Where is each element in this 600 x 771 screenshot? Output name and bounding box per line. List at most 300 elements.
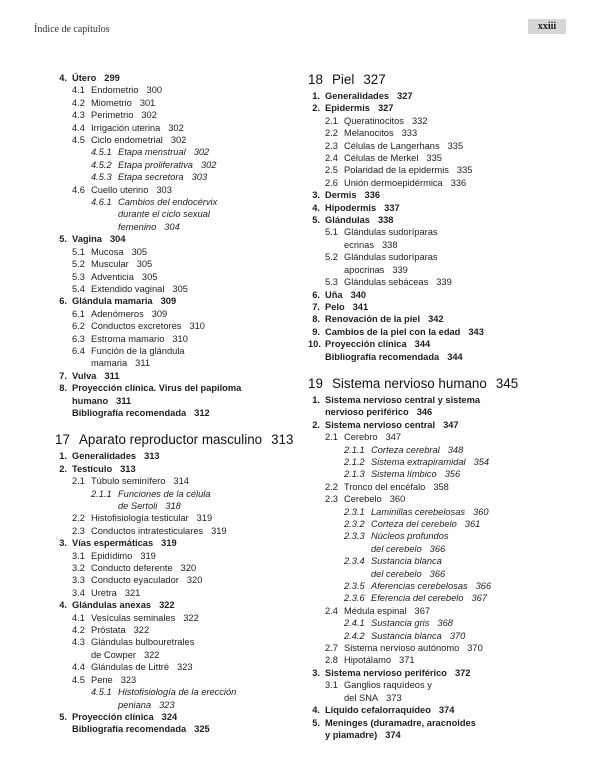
entry-page: 366: [429, 543, 446, 554]
entry-page: 302: [170, 135, 187, 146]
entry-title: [91, 283, 297, 295]
entry-line: Generalidades 313: [72, 451, 160, 462]
entry-number: 4.1: [72, 612, 85, 623]
toc-entry: [308, 717, 568, 742]
entry-number: 5.3: [72, 271, 85, 282]
entry-line: Adventicia 305: [91, 271, 158, 282]
entry-page: 303: [191, 172, 208, 183]
chapter-page: 327: [363, 72, 386, 87]
entry-line: Tronco del encéfalo 358: [344, 481, 449, 492]
running-header: Índice de capítulos: [34, 24, 110, 35]
entry-title: [72, 537, 297, 549]
entry-page: 301: [139, 97, 156, 108]
entry-page: 303: [156, 184, 172, 195]
entry-page: 336: [450, 177, 467, 188]
entry-title: [325, 189, 568, 201]
entry-title: [344, 251, 568, 276]
entry-line: Glándulas sudoríparas: [344, 227, 438, 238]
entry-number: 2.1.3: [344, 469, 365, 480]
toc-entry: [55, 407, 297, 419]
entry-number: 6.: [312, 289, 320, 300]
toc-entry: [308, 506, 568, 518]
entry-page: 336: [364, 190, 381, 201]
entry-number: 3.2: [72, 563, 85, 574]
entry-number: 4.1: [72, 85, 85, 96]
entry-title: [91, 84, 297, 96]
entry-page: 311: [116, 395, 132, 406]
chapter-heading: [308, 72, 568, 88]
entry-line: Pene 323: [91, 674, 137, 685]
entry-number: 2.3: [72, 525, 85, 536]
entry-title: [325, 667, 568, 679]
entry-page: 305: [131, 246, 148, 257]
entry-number: 6.1: [72, 308, 85, 319]
entry-number: 4.2: [72, 625, 85, 636]
entry-page: 305: [141, 271, 158, 282]
entry-page: 302: [200, 159, 217, 170]
entry-line: Útero 299: [72, 73, 120, 83]
toc-entry: [308, 605, 568, 617]
entry-title: [344, 164, 568, 176]
entry-title: [72, 711, 297, 723]
entry-number: 3.: [312, 190, 320, 201]
entry-number: 6.3: [72, 333, 85, 344]
entry-line: Queratinocitos 332: [344, 115, 428, 126]
entry-title: [371, 518, 568, 530]
entry-line: Etapa secretora 303: [118, 172, 208, 183]
entry-line: Histofisiología testicular 319: [91, 513, 213, 524]
entry-title: [325, 102, 568, 114]
toc-entry: [55, 84, 297, 96]
entry-page: 335: [456, 165, 473, 176]
entry-title: [91, 525, 297, 537]
entry-page: 339: [392, 264, 408, 275]
entry-number: 2.5: [325, 165, 338, 176]
entry-line: femenino 304: [118, 221, 180, 232]
entry-number: 4.6: [72, 184, 85, 195]
entry-page: 360: [389, 494, 406, 505]
entry-line: Conducto deferente 320: [91, 563, 197, 574]
toc-entry: [308, 289, 568, 301]
entry-page: 344: [414, 339, 431, 350]
toc-entry: [55, 574, 297, 586]
toc-entry: [308, 654, 568, 666]
entry-line: mamaria 311: [91, 358, 150, 369]
entry-number: 5.2: [72, 259, 85, 270]
entry-number: 2.3.3: [344, 531, 365, 542]
entry-line: apocrinas 339: [344, 264, 408, 275]
entry-page: 372: [454, 667, 471, 678]
page-number: xxiii: [528, 19, 566, 34]
entry-title: [325, 394, 568, 419]
entry-line: Estroma mamario 310: [91, 333, 188, 344]
entry-page: 342: [428, 314, 444, 325]
toc-entry: [55, 283, 297, 295]
entry-line: Melanocitos 333: [344, 128, 418, 139]
toc-entry: [308, 90, 568, 102]
entry-title: [72, 450, 297, 462]
entry-line: Epidermis 327: [325, 103, 394, 114]
entry-line: ecrinas 338: [344, 239, 398, 250]
entry-page: 322: [183, 612, 199, 623]
chapter-number: 17: [55, 432, 70, 448]
entry-page: 319: [196, 513, 213, 524]
entry-page: 366: [475, 581, 492, 592]
entry-line: Eferencia del cerebelo 367: [371, 593, 488, 604]
entry-number: 1.: [59, 451, 67, 462]
entry-page: 338: [381, 239, 398, 250]
toc-entry: [308, 276, 568, 288]
entry-page: 344: [447, 351, 463, 362]
entry-title: [325, 202, 568, 214]
entry-title: [325, 301, 568, 313]
toc-entry: [308, 164, 568, 176]
entry-page: 305: [172, 283, 188, 294]
entry-page: 314: [173, 476, 189, 487]
entry-number: 5.: [312, 215, 320, 226]
entry-line: Proyección clínica 324: [72, 711, 178, 722]
entry-number: 3.: [59, 538, 67, 549]
entry-title: [344, 115, 568, 127]
entry-title: [371, 468, 568, 480]
toc-entry: [55, 246, 297, 258]
entry-line: Sistema extrapiramidal 354: [371, 456, 490, 467]
entry-number: 2.2: [72, 513, 85, 524]
entry-page: 323: [159, 699, 175, 710]
entry-line: Muscular 305: [91, 259, 153, 270]
toc-entry: [308, 444, 568, 456]
toc-entry: [55, 196, 297, 233]
entry-number: 4.5: [72, 674, 85, 685]
entry-line: Próstata 322: [91, 625, 150, 636]
entry-page: 348: [447, 444, 464, 455]
entry-page: 319: [211, 525, 227, 536]
entry-title: [344, 679, 568, 704]
toc-entry: [308, 518, 568, 530]
entry-line: Bibliografía recomendada 325: [72, 724, 210, 735]
entry-title: [344, 226, 568, 251]
toc-entry: [308, 115, 568, 127]
entry-line: Conducto eyaculador 320: [91, 575, 203, 586]
entry-line: Corteza cerebral 348: [371, 444, 464, 455]
entry-title: [344, 152, 568, 164]
entry-number: 8.: [59, 383, 67, 394]
entry-line: Miometrio 301: [91, 97, 156, 108]
entry-line: Líquido cefalorraquídeo 374: [325, 705, 455, 716]
toc-entry: [55, 562, 297, 574]
entry-line: de Sertoli 318: [118, 501, 181, 511]
entry-title: [72, 72, 297, 84]
entry-title: [91, 308, 297, 320]
entry-line: Proyección clínica 344: [325, 339, 431, 350]
entry-line: Médula espinal 367: [344, 605, 431, 616]
entry-line: Unión dermoepidérmica 336: [344, 177, 467, 188]
toc-entry: [308, 630, 568, 642]
entry-title: [325, 338, 568, 350]
entry-line: Pelo 341: [325, 301, 369, 312]
entry-number: 4.4: [72, 122, 85, 133]
entry-page: 313: [120, 463, 136, 474]
entry-title: [344, 493, 568, 505]
entry-page: 300: [146, 85, 163, 96]
entry-line: Epidídimo 319: [91, 550, 156, 561]
entry-title: [325, 313, 568, 325]
entry-line: Cerebelo 360: [344, 494, 406, 505]
toc-column-right: [308, 72, 568, 741]
entry-line: Sustancia gris 368: [371, 618, 453, 629]
toc-entry: [55, 258, 297, 270]
toc-entry: [55, 463, 297, 475]
entry-number: 5.2: [325, 252, 338, 263]
toc-entry: [308, 202, 568, 214]
toc-entry: [55, 370, 297, 382]
entry-title: [371, 555, 568, 580]
entry-line: del cerebelo 366: [371, 568, 446, 579]
entry-line: Hipodermis 337: [325, 202, 400, 213]
entry-number: 2.3.2: [344, 519, 365, 529]
entry-line: Túbulo seminífero 314: [91, 476, 189, 487]
entry-title: [91, 562, 297, 574]
entry-number: 4.4: [72, 662, 85, 673]
entry-title: [371, 444, 568, 456]
entry-line: Función de la glándula: [91, 345, 185, 356]
entry-page: 335: [426, 153, 442, 164]
entry-page: 318: [165, 501, 181, 511]
entry-number: 2.1.1: [344, 444, 365, 455]
entry-number: 2.1.1: [91, 488, 112, 499]
entry-line: Sustancia blanca 370: [371, 630, 466, 641]
entry-number: 2.4.2: [344, 630, 365, 641]
entry-page: 347: [385, 432, 402, 443]
entry-page: 304: [109, 234, 126, 245]
entry-page: 354: [473, 456, 490, 467]
entry-line: Vagina 304: [72, 234, 126, 245]
entry-page: 374: [385, 729, 401, 740]
toc-entry: [55, 171, 297, 183]
toc-entry: [308, 456, 568, 468]
entry-page: 374: [438, 705, 455, 716]
entry-line: Laminillas cerebelosas 360: [371, 506, 489, 517]
entry-title: [91, 134, 297, 146]
entry-title: [371, 580, 568, 592]
entry-line: Histofisiología de la erección: [118, 687, 237, 698]
chapter-page: 345: [495, 375, 519, 391]
entry-page: 370: [449, 630, 466, 641]
entry-title: [91, 184, 297, 196]
entry-number: 4.6.1: [91, 197, 112, 208]
entry-number: 5.1: [325, 227, 338, 238]
entry-number: 2.3.1: [344, 506, 365, 517]
entry-line: Núcleos profundos: [371, 531, 449, 542]
entry-number: 2.2: [325, 128, 338, 139]
entry-page: 312: [194, 407, 210, 418]
entry-title: [72, 382, 297, 407]
toc-entry: [55, 624, 297, 636]
entry-line: del cerebelo 366: [371, 543, 446, 554]
entry-page: 321: [124, 587, 141, 598]
entry-line: Sistema límbico 356: [371, 469, 461, 480]
entry-number: 4.5.3: [91, 172, 112, 183]
toc-entry: [55, 308, 297, 320]
entry-line: del SNA 373: [344, 692, 402, 703]
entry-line: Sustancia blanca: [371, 556, 442, 567]
entry-title: [91, 475, 297, 487]
toc-entry: [55, 612, 297, 624]
entry-number: 2.3.5: [344, 581, 365, 592]
entry-line: humano 311: [72, 395, 132, 406]
entry-line: Bibliografía recomendada 312: [72, 407, 210, 418]
entry-page: 371: [399, 655, 415, 666]
entry-number: 2.7: [325, 643, 338, 654]
entry-page: 370: [467, 643, 483, 654]
entry-number: 3.3: [72, 575, 85, 586]
entry-number: 4.: [312, 705, 320, 716]
toc-entry: [55, 475, 297, 487]
chapter-page: 313: [271, 432, 294, 448]
entry-line: Glándulas anexas 322: [72, 600, 175, 611]
chapter-heading: [308, 376, 568, 392]
toc-entry: [55, 146, 297, 158]
entry-page: 346: [416, 407, 433, 418]
entry-title: [118, 159, 297, 171]
entry-title: [325, 717, 568, 742]
entry-page: 302: [193, 147, 210, 158]
entry-title: [344, 642, 568, 654]
entry-page: 313: [144, 451, 160, 462]
entry-page: 322: [143, 649, 160, 660]
entry-line: Hipotálamo 371: [344, 655, 415, 666]
entry-title: [118, 146, 297, 158]
toc-entry: [55, 636, 297, 661]
toc-entry: [308, 493, 568, 505]
entry-page: 309: [160, 296, 177, 307]
entry-line: de Cowper 322: [91, 649, 160, 660]
entry-title: [344, 654, 568, 666]
entry-title: [91, 122, 297, 134]
entry-title: [344, 276, 568, 288]
entry-title: [344, 431, 568, 443]
entry-title: [72, 295, 297, 307]
toc-entry: [55, 674, 297, 686]
entry-line: Células de Merkel 335: [344, 153, 442, 164]
entry-page: 335: [447, 140, 464, 151]
entry-title: [91, 612, 297, 624]
entry-title: [91, 674, 297, 686]
toc-entry: [308, 140, 568, 152]
entry-title: [325, 289, 568, 301]
entry-line: Uña 340: [325, 289, 367, 300]
entry-number: 2.4.1: [344, 618, 365, 629]
entry-title: [91, 661, 297, 673]
toc-entry: [55, 382, 297, 407]
entry-page: 366: [429, 568, 446, 579]
toc-entry: [55, 134, 297, 146]
entry-number: 2.1: [72, 476, 85, 487]
entry-number: 5.: [59, 234, 67, 245]
entry-number: 3.1: [72, 550, 85, 561]
entry-line: Polaridad de la epidermis 335: [344, 165, 473, 176]
entry-line: Testículo 313: [72, 463, 136, 474]
entry-line: Glándulas 338: [325, 215, 394, 226]
entry-title: [344, 605, 568, 617]
entry-page: 319: [161, 538, 177, 549]
entry-number: 2.4: [325, 153, 338, 164]
toc-entry: [308, 592, 568, 604]
entry-page: 299: [104, 73, 120, 83]
entry-number: 8.: [312, 314, 320, 325]
entry-number: 5.: [312, 717, 320, 728]
entry-number: 1.: [312, 91, 320, 101]
toc-entry: [55, 159, 297, 171]
toc-entry: [308, 468, 568, 480]
entry-number: 2.8: [325, 655, 338, 666]
entry-title: [371, 617, 568, 629]
toc-entry: [55, 686, 297, 711]
entry-page: 343: [468, 326, 484, 337]
entry-number: 6.4: [72, 345, 85, 356]
entry-number: 3.1: [325, 680, 338, 691]
toc-entry: [55, 320, 297, 332]
toc-entry: [308, 127, 568, 139]
entry-line: Etapa menstrual 302: [118, 147, 210, 158]
toc-entry: [308, 555, 568, 580]
entry-number: 2.3.6: [344, 593, 365, 604]
entry-number: 4.5.1: [91, 147, 112, 158]
entry-number: 4.: [59, 73, 67, 83]
entry-title: [91, 345, 297, 370]
entry-line: Cambios de la piel con la edad 343: [325, 326, 484, 337]
entry-page: 340: [350, 289, 367, 300]
entry-title: [91, 574, 297, 586]
toc-entry: [55, 550, 297, 562]
entry-number: 4.5.1: [91, 687, 112, 698]
toc-entry: [55, 122, 297, 134]
entry-page: 347: [443, 419, 459, 430]
toc-entry: [308, 338, 568, 350]
entry-line: Sistema nervioso periférico 372: [325, 667, 471, 678]
entry-line: Células de Langerhans 335: [344, 140, 464, 151]
toc-entry: [55, 525, 297, 537]
entry-number: 3.4: [72, 587, 85, 598]
entry-page: 361: [464, 519, 481, 529]
entry-page: 367: [471, 593, 488, 604]
entry-title: [72, 233, 297, 245]
entry-title: [91, 109, 297, 121]
entry-title: [91, 512, 297, 524]
entry-number: 2.: [312, 419, 320, 430]
entry-title: [325, 326, 568, 338]
entry-page: 325: [194, 724, 210, 735]
toc-entry: [308, 189, 568, 201]
toc-column-left: [55, 72, 297, 736]
entry-line: Glándulas sudoríparas: [344, 252, 438, 263]
entry-number: 4.3: [72, 637, 85, 648]
toc-entry: [55, 271, 297, 283]
entry-title: [118, 488, 297, 513]
entry-page: 323: [177, 662, 193, 673]
entry-title: [344, 481, 568, 493]
entry-line: Dermis 336: [325, 190, 381, 201]
entry-number: 5.3: [325, 277, 338, 288]
toc-entry: [55, 711, 297, 723]
entry-line: Proyección clínica. Virus del papiloma: [72, 383, 242, 394]
entry-number: 2.4: [325, 605, 338, 616]
entry-number: 2.6: [325, 177, 338, 188]
toc-entry: [308, 177, 568, 189]
entry-line: Bibliografía recomendada 344: [325, 351, 463, 362]
entry-number: 2.1.2: [344, 456, 365, 467]
entry-page: 333: [401, 128, 418, 139]
